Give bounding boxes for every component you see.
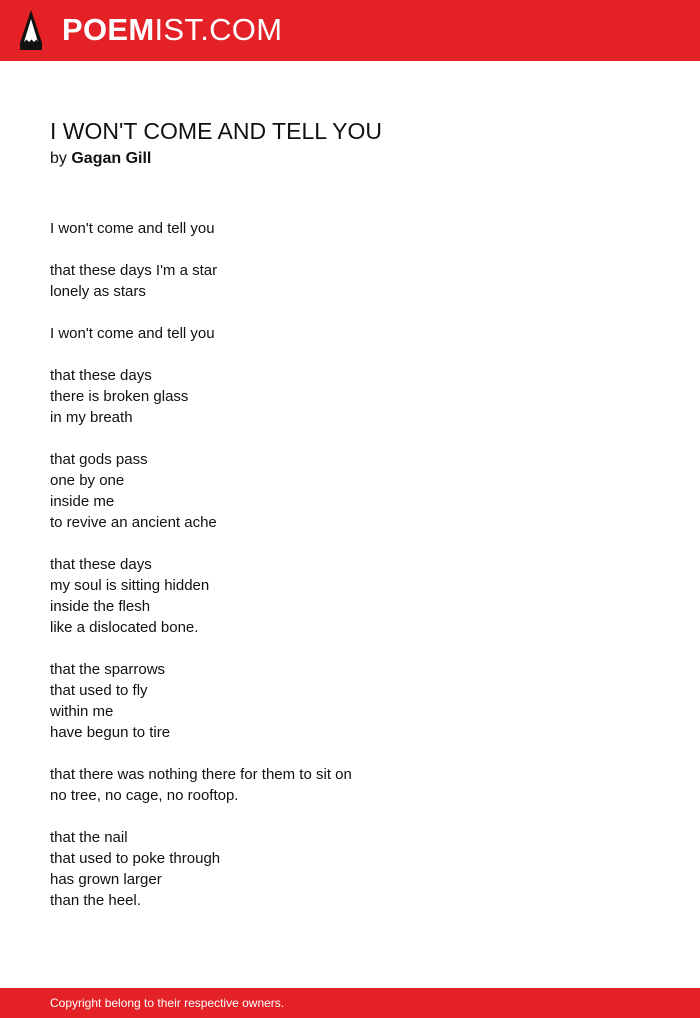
poem-stanza — [50, 764, 650, 806]
poem-line: there is broken glass — [50, 388, 189, 405]
poem-line: one by one — [50, 472, 125, 489]
poem-line: has grown larger — [50, 871, 162, 888]
poem-line: within me — [50, 703, 114, 720]
poem-line: in my breath — [50, 409, 133, 426]
poem-stanza — [50, 218, 650, 239]
pencil-tip-icon[interactable] — [17, 9, 45, 51]
poem-line: have begun to tire — [50, 724, 171, 741]
poem-line: my soul is sitting hidden — [50, 577, 210, 594]
by-label: by — [50, 150, 67, 167]
poem-line: than the heel. — [50, 892, 141, 909]
poem-title: I WON'T COME AND TELL YOU — [50, 118, 382, 144]
poem-stanza — [50, 554, 650, 638]
poem-line: that these days I'm a star — [50, 262, 218, 279]
poem-line: that used to poke through — [50, 850, 221, 867]
byline — [50, 148, 151, 170]
poem-stanza — [50, 365, 650, 428]
poem-line: that gods pass — [50, 451, 148, 468]
site-logo[interactable] — [62, 12, 282, 48]
poem-line: I won't come and tell you — [50, 325, 215, 342]
poem-stanza — [50, 449, 650, 533]
poem-stanza — [50, 659, 650, 743]
poem-line: to revive an ancient ache — [50, 514, 217, 531]
copyright-text: Copyright belong to their respective owners. — [50, 996, 285, 1010]
poem-body — [50, 218, 650, 932]
poem-line: that these days — [50, 556, 152, 573]
poem-line: that the sparrows — [50, 661, 166, 678]
poem-line: that these days — [50, 367, 152, 384]
author-name: Gagan Gill — [71, 150, 152, 167]
poem-line: lonely as stars — [50, 283, 146, 300]
poem-line: I won't come and tell you — [50, 220, 215, 237]
poem-stanza — [50, 260, 650, 302]
logo-light-text: IST.COM — [154, 12, 283, 47]
poem-line: that used to fly — [50, 682, 148, 699]
poem-line: like a dislocated bone. — [50, 619, 199, 636]
poem-stanza — [50, 827, 650, 911]
poem-line: no tree, no cage, no rooftop. — [50, 787, 239, 804]
poem-line: inside me — [50, 493, 115, 510]
poem-line: that the nail — [50, 829, 128, 846]
poem-stanza — [50, 323, 650, 344]
logo-bold-text: POEM — [62, 12, 155, 47]
site-footer — [0, 988, 700, 1018]
poem-line: inside the flesh — [50, 598, 151, 615]
poem-line: that there was nothing there for them to sit on — [50, 766, 352, 783]
site-header — [0, 0, 700, 61]
